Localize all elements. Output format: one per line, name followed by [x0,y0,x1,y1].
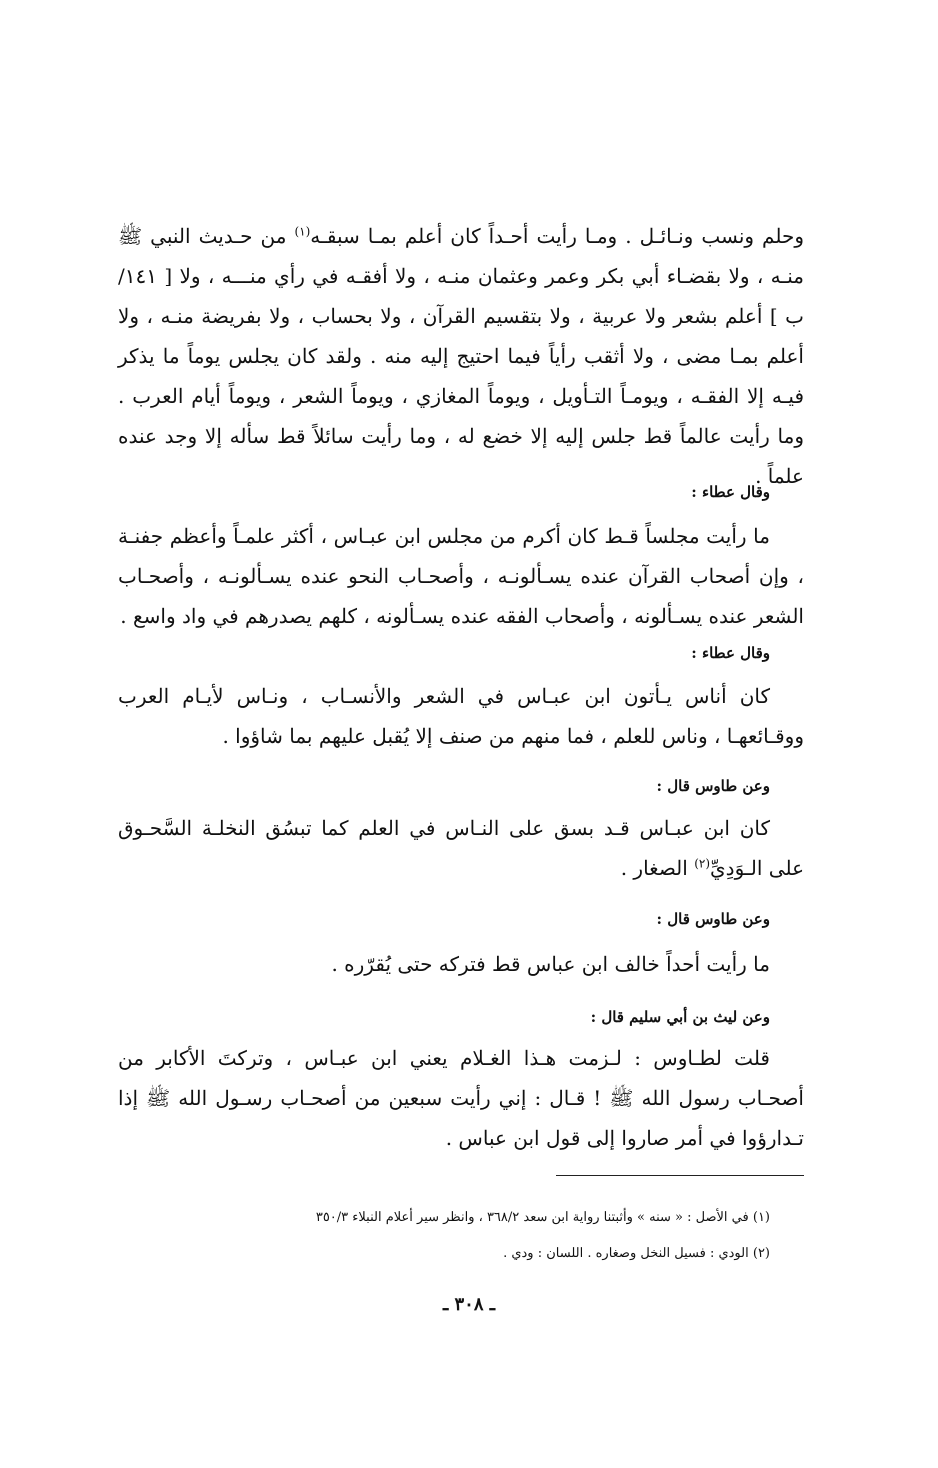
section-ata-1-paragraph: ما رأيت مجلساً قـط كان أكرم من مجلس ابن عبـاس ، أكثر علمـاً وأعظم جفنـة ، وإن أصحاب القرآن عنده يسـألونـه ، وأصحـاب النحو عنده يسـألونـه ، وأصحـاب الشعر عنده يسـألونه ، وأصحاب الفقه عنده يسـألونه ، كلهم يصدرهم في واد واسع . [118,524,804,628]
section-tawus-2-heading: وعن طاوس قال : [656,910,770,928]
section-layth-body [118,1038,804,1158]
page-number: ـ ٣٠٨ ـ [442,1294,496,1315]
section-tawus-1-text-a: كان ابن عبـاس قـد بسق على النـاس في العلم كما تبسُق النخلـة السَّحـوق على الـوَدِيِّ [118,816,804,880]
section-ata-1-heading: وقال عطاء : [691,483,770,501]
section-tawus-1-body [118,808,804,888]
footnotes [118,1200,804,1272]
section-layth-paragraph: قلت لطـاوس : لـزمت هـذا الغـلام يعني ابن عبـاس ، وتركتَ الأكابر من أصحـاب رسول الله ﷺ ! قـال : إني رأيت سبعين من أصحـاب رسـول الله ﷺ إذا تـدارؤوا في أمر صاروا إلى قول ابن عباس . [118,1046,804,1150]
section-tawus-2 [118,906,804,932]
section-ata-2-body [118,676,804,756]
section-ata-2-heading: وقال عطاء : [691,644,770,662]
section-ata-1 [118,479,804,505]
section-tawus-1 [118,773,804,799]
footnote-2: (٢) الودي : فسيل النخل وصغاره . اللسان : ودي . [503,1246,770,1261]
opening-paragraph [118,216,804,496]
section-tawus-2-body [118,944,804,984]
section-tawus-1-heading: وعن طاوس قال : [656,777,770,795]
section-layth [118,1004,804,1030]
section-tawus-1-text-b: الصغار . [620,856,695,880]
footnote-divider [556,1175,804,1176]
opening-paragraph-text-a: وحلم ونسب ونـائـل . ومـا رأيت أحـداً كان أعلم بمـا سبقـه [310,224,805,248]
footnote-1: (١) في الأصل : « سنه » وأثبتنا رواية ابن سعد ٣٦٨/٢ ، وانظر سير أعلام النبلاء ٣٥٠/٣ [315,1210,770,1225]
section-tawus-2-paragraph: ما رأيت أحداً خالف ابن عباس قط فتركه حتى يُقرّره . [331,952,770,976]
footnote-ref-1: (١) [294,224,311,239]
section-ata-1-body [118,516,804,636]
section-ata-2 [118,640,804,666]
section-tawus-1-paragraph [118,808,804,888]
opening-paragraph-block [118,216,804,496]
opening-paragraph-text-b: من حـديث النبي ﷺ منـه ، ولا بقضـاء أبي بكر وعمر وعثمان منـه ، ولا أفقـه في رأي منـــه ، ولا [ ١٤١/ب ] أعلم بشعر ولا عربية ، ولا بتقسيم القرآن ، ولا بحساب ، ولا بفريضة منـه ، ولا أعلم بمـا مضى ، ولا أثقب رأياً فيما احتيج إليه منه . ولقد كان يجلس يوماً ما يذكر فيـه إلا الفقـه ، ويومـاً التـأويل ، ويوماً المغازي ، ويوماً الشعر ، ويوماً أيام العرب . وما رأيت عالماً قط جلس إليه إلا خضع له ، وما رأيت سائلاً قط سأله إلا وجد عنده علماً . [118,224,804,488]
footnote-ref-2: (٢) [694,856,711,871]
section-ata-2-paragraph: كان أناس يـأتون ابن عبـاس في الشعر والأنسـاب ، ونـاس لأيـام العرب ووقـائعهـا ، وناس للعلم ، فما منهم من صنف إلا يُقبل عليهم بما شاؤوا . [118,684,804,748]
section-layth-heading: وعن ليث بن أبي سليم قال : [590,1008,770,1026]
